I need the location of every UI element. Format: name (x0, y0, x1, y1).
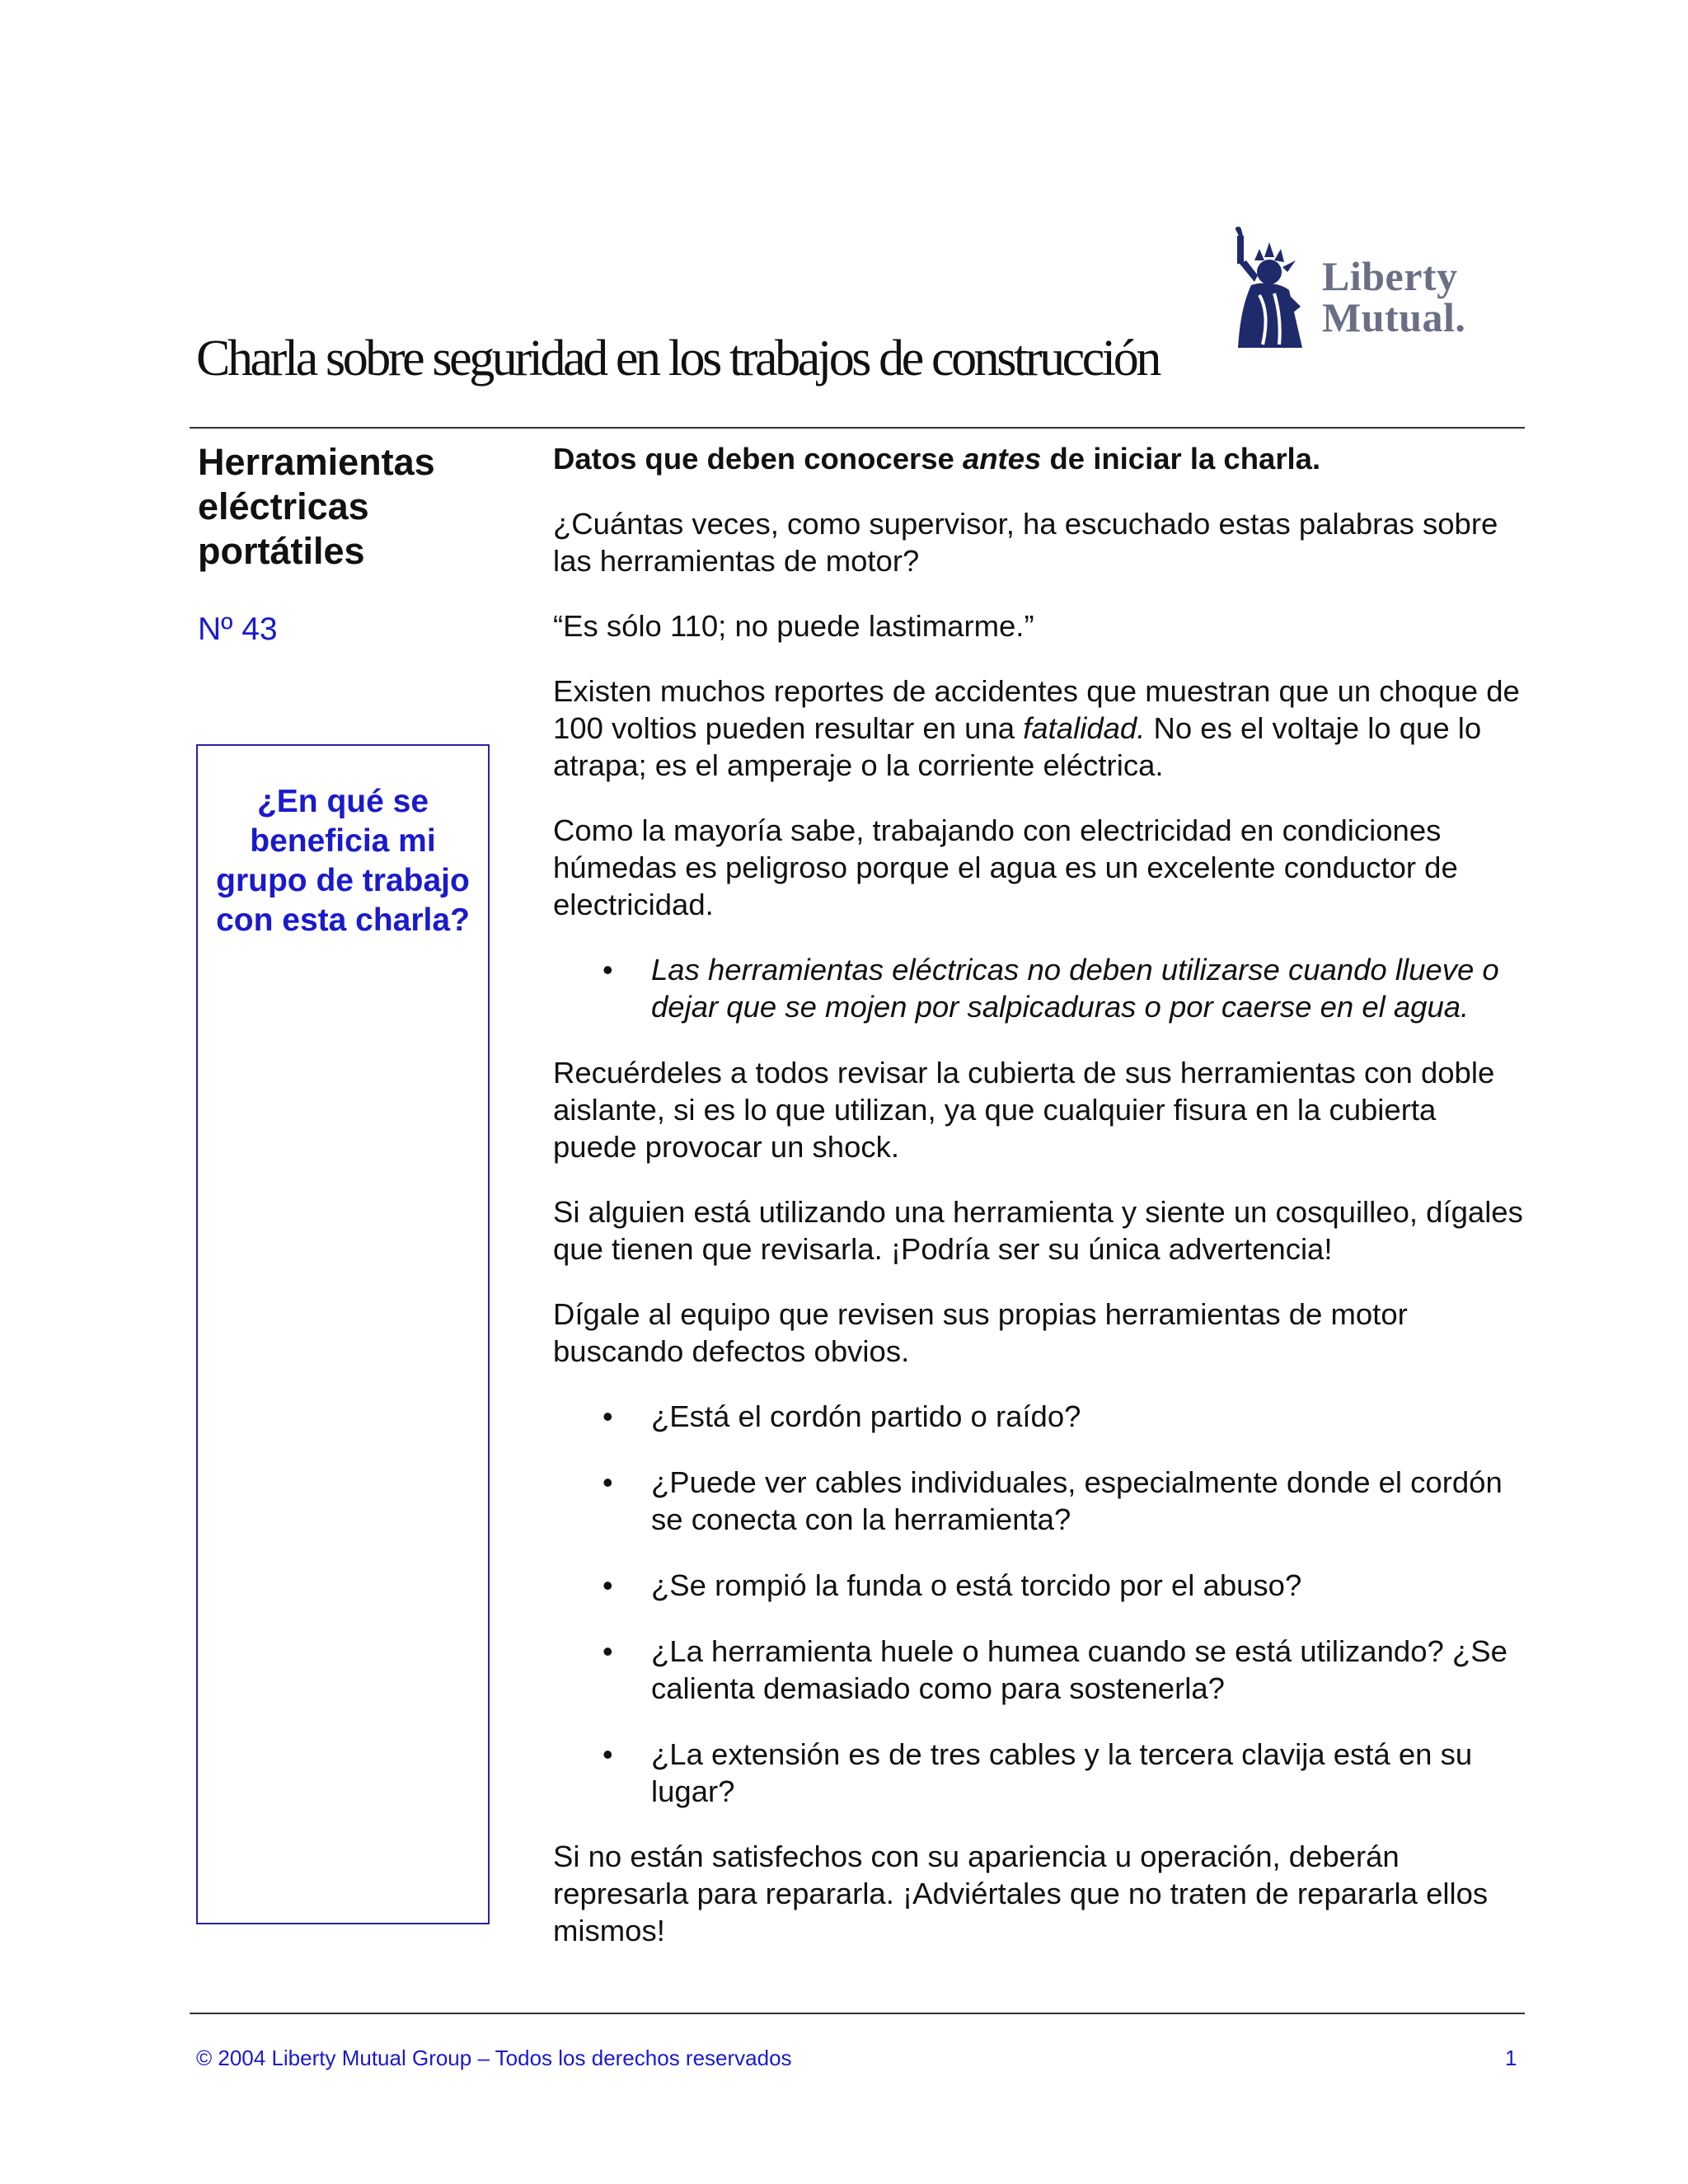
benefit-question: ¿En qué se beneficia mi grupo de trabajo con esta charla? (216, 784, 470, 938)
list-item (553, 951, 1526, 1025)
bullet-icon: • (603, 1634, 613, 1668)
main-content (553, 440, 1526, 1977)
heading-text-pre: Datos que deben conocerse (553, 442, 963, 476)
topic-number: Nº 43 (198, 612, 278, 647)
checklist (553, 1398, 1526, 1810)
list-item-text: ¿Puede ver cables individuales, especialmente donde el cordón se conecta con la herramienta? (651, 1465, 1503, 1536)
section-heading (553, 440, 1526, 477)
list-item-text: ¿Se rompió la funda o está torcido por el abuso? (651, 1568, 1302, 1602)
list-item (553, 1633, 1526, 1707)
paragraph-2: “Es sólo 110; no puede lastimarme.” (553, 609, 1034, 643)
paragraph-3-post: No es el voltaje lo que lo atrapa; es el amperaje o la corriente eléctrica. (553, 711, 1482, 782)
paragraph-3-pre: Existen muchos reportes de accidentes que muestran que un choque de 100 voltios pueden resultar en una (553, 674, 1520, 745)
paragraph-5: Recuérdeles a todos revisar la cubierta de sus herramientas con doble aislante, si es lo que utilizan, ya que cualquier fisura en la cubierta puede provocar un shock. (553, 1056, 1495, 1164)
paragraph-6: Si alguien está utilizando una herramienta y siente un cosquilleo, dígales que tienen que revisarla. ¡Podría ser su única advertencia! (553, 1195, 1523, 1266)
footer-copyright: © 2004 Liberty Mutual Group – Todos los derechos reservados (196, 2046, 792, 2070)
document-title: Charla sobre seguridad en los trabajos de construcción (196, 330, 1159, 387)
logo-text-line1: Liberty (1322, 253, 1458, 299)
bullet-icon: • (603, 1568, 613, 1602)
heading-text-post: de iniciar la charla. (1041, 442, 1321, 476)
paragraph-1: ¿Cuántas veces, como supervisor, ha escuchado estas palabras sobre las herramientas de motor? (553, 507, 1498, 578)
paragraph-3 (553, 673, 1526, 784)
logo-text-line2: Mutual. (1322, 294, 1466, 340)
topic-title: Herramientas eléctricas portátiles (198, 441, 435, 572)
statue-of-liberty-icon (1221, 224, 1320, 356)
list-item-text: ¿La extensión es de tres cables y la tercera clavija está en su lugar? (651, 1737, 1473, 1808)
benefit-box (196, 744, 490, 1924)
list-item (553, 1398, 1526, 1435)
bullet-icon: • (603, 953, 613, 987)
list-item (553, 1567, 1526, 1604)
page-number: 1 (1505, 2046, 1517, 2070)
paragraph-3-emphasis: fatalidad. (1023, 711, 1146, 745)
bullet-icon: • (603, 1737, 613, 1771)
header-divider (190, 427, 1525, 429)
footer-divider (190, 2013, 1525, 2014)
list-item-text: ¿Está el cordón partido o raído? (651, 1399, 1081, 1433)
paragraph-8: Si no están satisfechos con su apariencia u operación, deberán represarla para repararla. ¡Adviértales que no traten de repararla ellos mismos! (553, 1840, 1489, 1947)
paragraph-7: Dígale al equipo que revisen sus propias herramientas de motor buscando defectos obvios. (553, 1297, 1408, 1368)
list-item (553, 1464, 1526, 1538)
list-item (553, 1736, 1526, 1810)
list-item-text: ¿La herramienta huele o humea cuando se está utilizando? ¿Se calienta demasiado como para sostenerla? (651, 1634, 1507, 1705)
bullet-icon: • (603, 1465, 613, 1499)
heading-emphasis: antes (962, 442, 1042, 476)
paragraph-4: Como la mayoría sabe, trabajando con electricidad en condiciones húmedas es peligroso porque el agua es un excelente conductor de electricidad. (553, 813, 1458, 921)
list-item-text: Las herramientas eléctricas no deben utilizarse cuando llueve o dejar que se mojen por salpicaduras o por caerse en el agua. (651, 953, 1499, 1024)
warning-list (553, 951, 1526, 1025)
logo-wordmark (1322, 255, 1465, 338)
bullet-icon: • (603, 1399, 613, 1433)
liberty-mutual-logo (1221, 224, 1502, 356)
